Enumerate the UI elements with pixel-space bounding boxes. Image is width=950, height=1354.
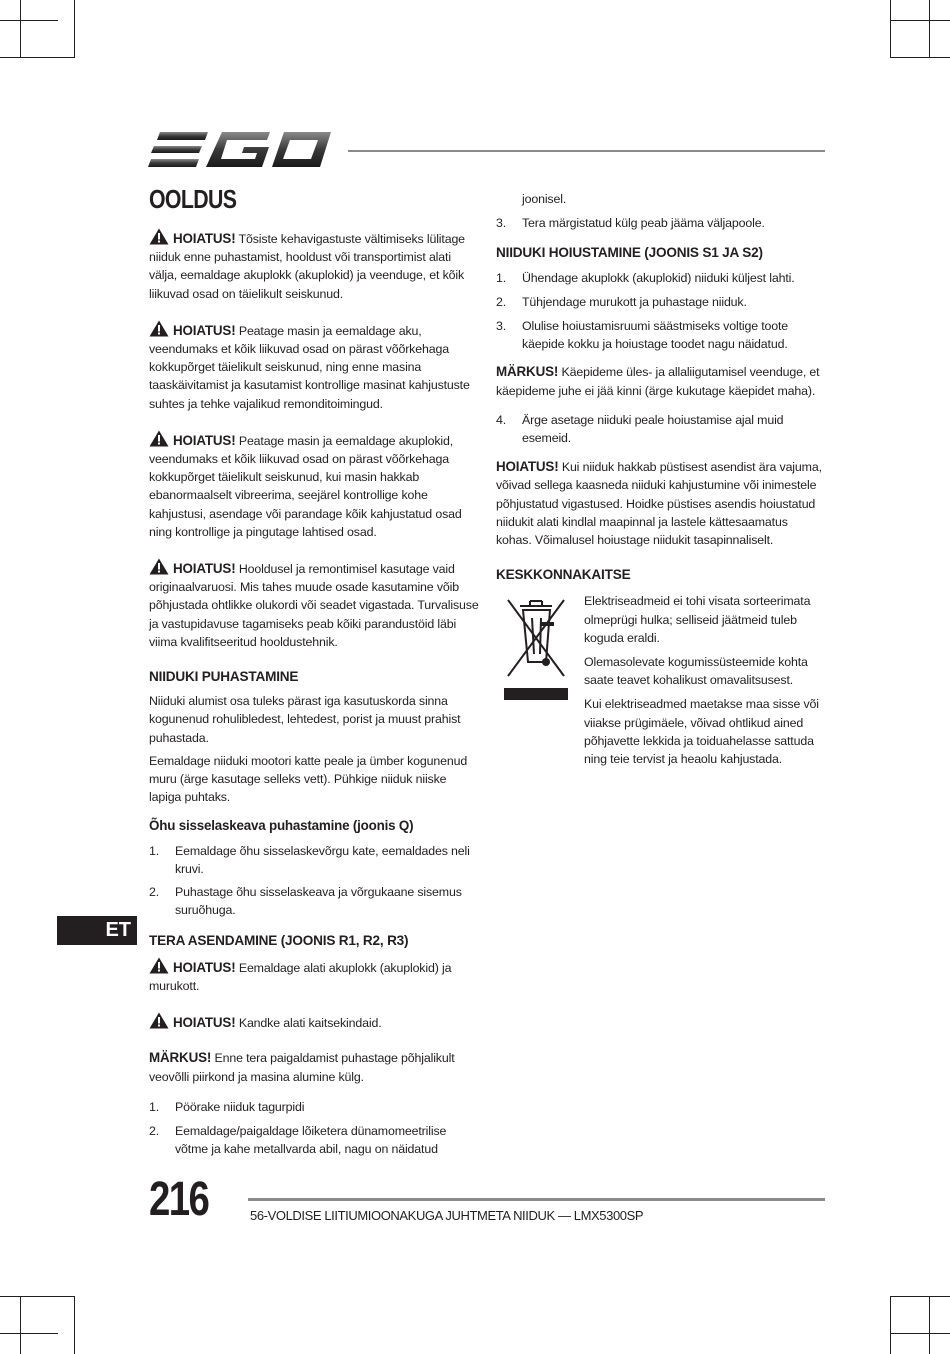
warning-icon (149, 957, 169, 974)
warning-text: Hooldusel ja remontimisel kasutage vaid originaalvaruosi. Mis tahes muude osade kasutamine võib põhjustada ohtlikke olukordi või seadet vigastada. Turvalisuse ja vastupidavuse tagamiseks peab kõiki parandustöid läbi viima kvalifitseeritud hooldustehnik. (149, 562, 479, 649)
warning-label: HOIATUS! (173, 432, 236, 448)
warning-block (149, 558, 479, 651)
warning-label: HOIATUS! (173, 561, 236, 577)
crop-mark (0, 1296, 75, 1297)
crop-mark (890, 0, 891, 58)
page-number: 216 (149, 1173, 209, 1226)
right-column (496, 190, 826, 768)
language-code: ET (105, 919, 131, 941)
list-number: 2. (149, 1123, 160, 1138)
list-text: Tühjendage murukott ja puhastage niiduk. (522, 294, 747, 309)
paragraph: Olemasolevate kogumissüsteemide kohta saate teavet kohalikust omavalitsusest. (584, 655, 808, 688)
warning-label: HOIATUS! (173, 959, 236, 975)
warning-icon (149, 228, 169, 245)
crop-mark (890, 20, 950, 21)
header-rule (348, 150, 825, 152)
crop-mark (929, 1296, 930, 1354)
footer-text: 56-VOLDISE LIITIUMIOONAKUGA JUHTMETA NIIDUK — LMX5300SP (250, 1208, 644, 1223)
warning-label: HOIATUS! (496, 459, 559, 475)
warning-block (149, 430, 479, 541)
crop-mark (0, 57, 75, 58)
warning-block (149, 320, 479, 413)
footer-rule (248, 1198, 825, 1201)
list-item (149, 1122, 479, 1158)
list-item (149, 1098, 479, 1116)
warning-text: Peatage masin ja eemaldage aku, veendumaks et kõik liikuvad osad on pärast võõrkehaga kokkupõrget täielikult seiskunud, ning enne masina taaskäivitamist ja kasutamist kontrollige masinat kahjustuste suhtes ja tehke vajalikud remonditoimingud. (149, 323, 470, 411)
warning-text: Peatage masin ja eemaldage akuplokid, veendumaks et kõik liikuvad osad on pärast võõrkehaga kokkupõrget täielikult seiskunud, kui masin hakkab ebanormaalselt vibreerima, seejärel kontrollige kohe kahjustusi, asendage või parandage kõik kahjustatud osad ning kontrollige ja pingutage lahtised osad. (149, 433, 462, 539)
warning-text: Kui niiduk hakkab püstisest asendist ära vajuma, võivad sellega kaasneda niiduki kahjustumine või inimestele põhjustatud vigastused. Hoidke püstises asendis hoiustatud niidukit alati kindlal maapinnal ja lastele kättesaamatus kohas. Võimalusel hoiustage niidukit tasapinnaliselt. (496, 460, 822, 548)
list-number: 1. (149, 1099, 160, 1114)
list-item (496, 317, 826, 353)
warning-label: HOIATUS! (173, 1015, 236, 1031)
paragraph: Eemaldage niiduki mootori katte peale ja ümber kogunenud muru (ärge kasutage selleks vett). Pühkige niiduk niiske lapiga puhtaks. (149, 753, 468, 805)
list-text: Puhastage õhu sisselaskeava ja võrgukaane sisemus suruõhuga. (175, 885, 462, 918)
warning-text: Eemaldage alati akuplokk (akuplokid) ja murukott. (149, 960, 452, 993)
note-text: Käepideme üles- ja allaliigutamisel veenduge, et käepideme juhe ei jää kinni (ärge kukutage käepidet maha). (496, 365, 820, 398)
warning-label: HOIATUS! (173, 322, 236, 338)
crop-mark (74, 1296, 75, 1354)
list-text: Pöörake niiduk tagurpidi (175, 1099, 305, 1114)
weee-bin-icon (504, 592, 568, 700)
crop-mark (74, 0, 75, 58)
warning-text: Kandke alati kaitsekindaid. (235, 1016, 382, 1031)
section-heading-cleaning: NIIDUKI PUHASTAMINE (149, 669, 299, 685)
warning-block (149, 228, 479, 303)
list-text: Eemaldage õhu sisselaskevõrgu kate, eemaldades neli kruvi. (175, 843, 470, 876)
warning-icon (149, 320, 169, 337)
paragraph: Kui elektriseadmed maetakse maa sisse või viiakse prügimäele, võivad ohtlikud ained põhjavette lekkida ja toiduahelasse sattuda ning teie tervist ja heaolu kahjustada. (584, 697, 819, 767)
list-number: 3. (496, 319, 507, 334)
crop-mark (890, 1333, 950, 1334)
list-number: 1. (496, 270, 507, 285)
list-item (496, 411, 826, 447)
note-label: MÄRKUS! (496, 364, 559, 380)
list-text: Tera märgistatud külg peab jääma väljapoole. (522, 216, 765, 231)
warning-block (149, 1012, 479, 1032)
paragraph: Niiduki alumist osa tuleks pärast iga kasutuskorda sinna kogunenud rohulibledest, lehtedest, porist ja muust prahist puhastada. (149, 694, 461, 745)
crop-mark (0, 1333, 58, 1334)
note-block (496, 363, 826, 399)
list-text: Ärge asetage niiduki peale hoiustamise ajal muid esemeid. (522, 412, 784, 446)
note-block (149, 1049, 479, 1085)
subheading-air-intake: Õhu sisselaskeava puhastamine (joonis Q) (149, 818, 414, 834)
crop-mark (20, 0, 21, 58)
page-title: OOLDUS (149, 184, 237, 214)
warning-label: HOIATUS! (173, 231, 236, 246)
list-number: 4. (496, 412, 507, 427)
paragraph: Elektriseadmeid ei tohi visata sorteerimata olmeprügi hulka; selliseid jäätmeid tuleb koguda eraldi. (584, 594, 811, 645)
crop-mark (890, 57, 950, 58)
continued-text: joonisel. (522, 192, 567, 206)
environment-text (584, 588, 826, 768)
list-text: Ühendage akuplokk (akuplokid) niiduki küljest lahti. (522, 270, 795, 285)
section-heading-environment: KESKKONNAKAITSE (496, 567, 631, 583)
crop-mark (890, 1296, 950, 1297)
warning-icon (149, 430, 169, 447)
warning-icon (149, 1012, 169, 1029)
list-number: 2. (149, 885, 160, 900)
warning-text: Tõsiste kehavigastuste vältimiseks lülitage niiduk enne puhastamist, hooldust või transportimist alati välja, eemaldage akuplokk (akuplokid) ja veenduge, et kõik liikuvad osad on täielikult seiskunud. (149, 232, 465, 301)
ego-logo (148, 129, 332, 171)
note-label: MÄRKUS! (149, 1050, 212, 1066)
section-heading-blade: TERA ASENDAMINE (JOONIS R1, R2, R3) (149, 932, 409, 948)
crop-mark (929, 0, 930, 58)
list-item (496, 293, 826, 311)
list-text: Olulise hoiustamisruumi säästmiseks voltige toote käepide kokku ja hoiustage toodet nagu näidatud. (522, 319, 789, 352)
warning-icon (149, 558, 169, 575)
warning-block (149, 957, 479, 995)
environment-block (496, 588, 826, 768)
list-item (149, 883, 479, 919)
list-text: Eemaldage/paigaldage lõiketera dünamomeetrilise võtme ja kahe metallvarda abil, nagu on näidatud (175, 1123, 447, 1157)
language-tab (57, 916, 137, 945)
list-number: 3. (496, 216, 507, 231)
list-item (496, 214, 826, 232)
crop-mark (20, 1296, 21, 1354)
note-text: Enne tera paigaldamist puhastage põhjalikult veovõlli piirkond ja masina alumine külg. (149, 1051, 455, 1084)
warning-block (496, 458, 826, 549)
crop-mark (890, 1296, 891, 1354)
list-number: 1. (149, 843, 160, 858)
list-item (149, 842, 479, 878)
section-heading-storage: NIIDUKI HOIUSTAMINE (JOONIS S1 JA S2) (496, 245, 763, 261)
left-column (149, 184, 479, 1158)
crop-mark (0, 20, 58, 21)
list-item (496, 269, 826, 287)
list-number: 2. (496, 294, 507, 309)
